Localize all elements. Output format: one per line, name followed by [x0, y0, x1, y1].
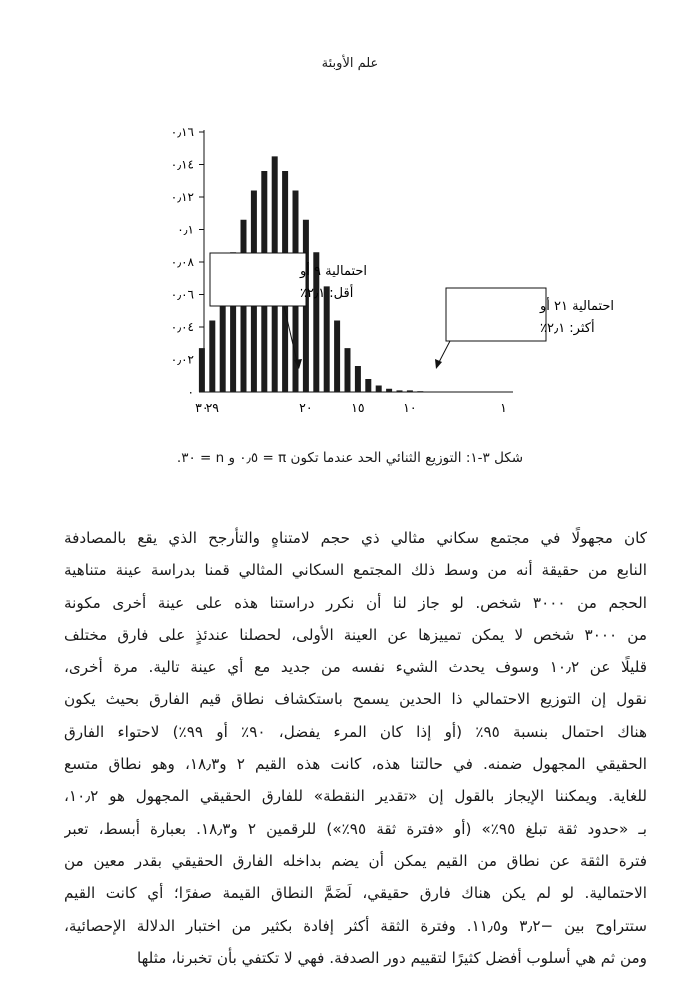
annotation-box-left — [210, 253, 306, 306]
x-tick-label: ٣٠ — [195, 400, 209, 415]
y-tick-label: ٠٫٠٨ — [170, 255, 194, 269]
running-head: علم الأوبئة — [321, 56, 379, 71]
x-tick-label: ١٥ — [351, 400, 365, 415]
annotation-box-right — [446, 288, 546, 341]
text-line: الاحتمالية. لو لم يكن هناك فارق حقيقي، لَضَمَّ النطاق القيمة صفرًا؛ أي كانت القيم — [64, 884, 647, 903]
bar-30 — [199, 348, 205, 392]
text-line: نقول إن التوزيع الاحتمالي ذا الحدين يسمح باستكشاف نطاق قيم الفارق بحيث يكون — [64, 690, 647, 709]
text-line: للغاية. ويمكننا الإيجاز بالقول إن «تقدير النقطة» للفارق الحقيقي المجهول هو ١٠٫٢، — [64, 787, 647, 806]
bar-16 — [345, 348, 351, 392]
y-tick-label: ٠٫١ — [177, 222, 194, 237]
bar-15 — [355, 366, 361, 392]
text-line: الحقيقي المجهول ضمنه. في حالتنا هذه، كانت هذه القيم ٢ و١٨٫٣، وهو نطاق متسع — [64, 755, 647, 774]
x-tick-group — [195, 400, 507, 415]
y-tick-label: ٠٫٠٤ — [170, 320, 194, 334]
bar-10 — [407, 390, 413, 392]
bar-9 — [417, 391, 423, 392]
text-line: كان مجهولًا في مجتمع سكاني مثالي ذي حجم لامتناهٍ والتأرجح الذي يقع بالمصادفة — [64, 529, 647, 547]
annotation-right-line2: أكثر: ٢٫١٪ — [540, 321, 595, 336]
bar-11 — [397, 390, 403, 392]
text-line: من ٣٠٠٠ شخص لا يمكن تمييزها عن العينة الأولى، لحصلنا عندئذٍ على فارق مختلف — [64, 625, 647, 644]
y-tick-label: ٠ — [187, 385, 194, 399]
bar-13 — [376, 386, 382, 393]
text-line: بـ «حدود ثقة تبلغ ٩٥٪» (أو «فترة ثقة ٩٥٪») للرقمين ٢ و١٨٫٣. بعبارة أبسط، تعبر — [64, 819, 647, 838]
bar-18 — [324, 286, 330, 392]
figure-caption: شكل ٣-١: التوزيع الثنائي الحد عندما تكون π = ٠٫٥ و n = ٣٠. — [176, 450, 524, 466]
y-tick-label: ٠٫١٢ — [170, 190, 194, 204]
annotation-left-line2: أقل: ٢٫١٪ — [300, 286, 354, 301]
text-line: الحجم من ٣٠٠٠ شخص. لو جاز لنا أن نكرر دراستنا هذه على عينة أخرى مكونة — [64, 593, 647, 612]
bar-12 — [386, 389, 392, 392]
bar-29 — [209, 321, 215, 393]
x-tick-label: ٢٩ — [205, 400, 220, 415]
body-paragraph — [64, 522, 647, 974]
annotation-left-line1: احتمالية ٩ أو — [300, 264, 368, 279]
bar-17 — [334, 321, 340, 393]
x-tick-label: ٢٠ — [299, 400, 313, 415]
annotation-right-line1: احتمالية ٢١ أو — [540, 299, 615, 314]
x-tick-label: ١ — [500, 400, 507, 415]
arrow-head-right-icon — [435, 359, 442, 369]
text-line: فترة الثقة عن نطاق من القيم يمكن أن يضم بداخله الفارق الحقيقي بقدر معين من — [64, 851, 647, 870]
y-tick-label: ٠٫١٦ — [170, 125, 194, 139]
text-line: هناك احتمال بنسبة ٩٥٪ (أو إذا كان المرء يفضل، ٩٠٪ أو ٩٩٪) لاحتواء الفارق — [64, 722, 647, 741]
binomial-distribution-chart — [0, 0, 700, 440]
y-tick-label: ٠٫٠٦ — [170, 287, 194, 302]
text-line: ومن ثم هي أسلوب أفضل كثيرًا لتقييم دور الصدفة. فهي لا تكتفي بأن تخبرنا، مثلها — [137, 948, 647, 967]
y-tick-label: ٠٫١٤ — [170, 157, 194, 172]
text-line: ستتراوح بين −٣٫٢ و١١٫٥. وفترة الثقة أكثر إفادة بكثير من اختبار الدلالة الإحصائية، — [64, 916, 647, 935]
x-tick-label: ١٠ — [403, 400, 417, 415]
text-line: النابع من حقيقة أنه من وسط ذلك المجتمع السكاني المثالي قمنا بدراسة عينة متناهية — [64, 561, 647, 580]
bar-14 — [365, 379, 371, 392]
text-line: قليلًا عن ١٠٫٢ وسوف يحدث الشيء نفسه من جديد مع أي عينة تالية. مرة أخرى، — [64, 658, 647, 677]
y-tick-label: ٠٫٠٢ — [170, 352, 194, 367]
